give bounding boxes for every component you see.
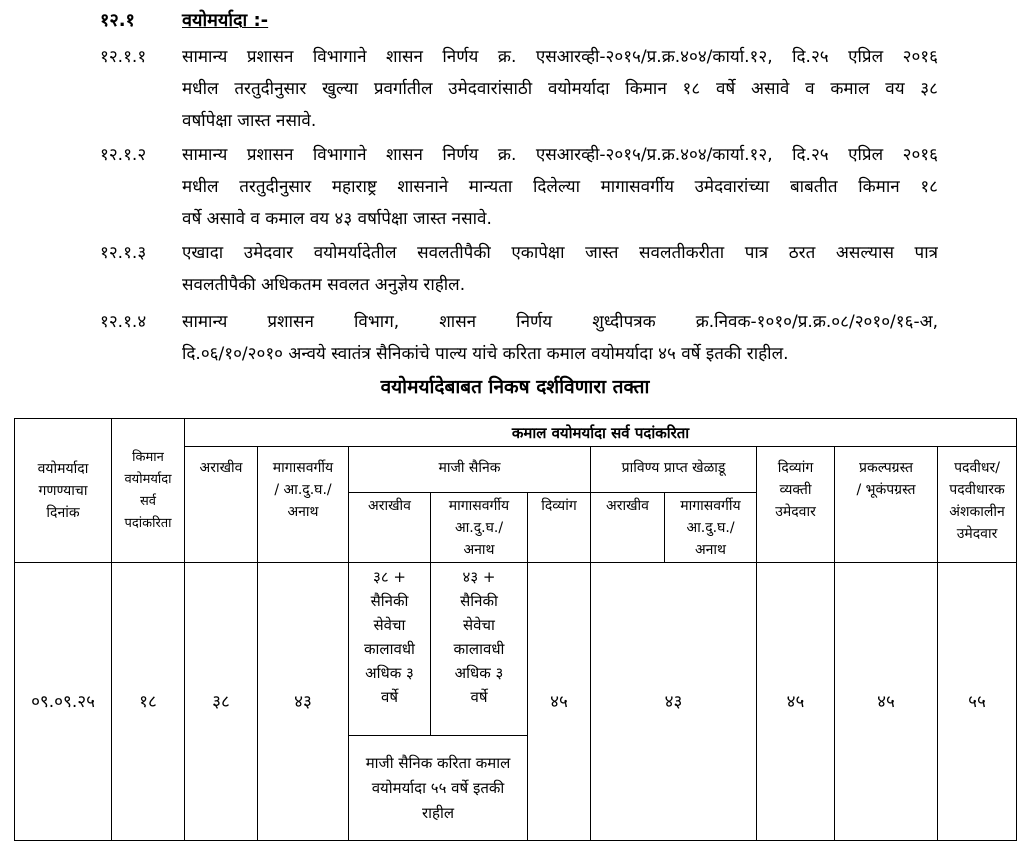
header-sports-backward: मागासवर्गीय आ.दु.घ./ अनाथ <box>665 493 757 563</box>
clause-number: १२.१.१ <box>100 47 147 67</box>
header-project-earthquake-affected: प्रकल्पग्रस्त / भूकंपग्रस्त <box>835 447 938 563</box>
cell-sports-persons: ४३ <box>591 563 757 841</box>
header-disabled-candidates: दिव्यांग व्यक्ती उमेदवार <box>757 447 835 563</box>
header-row-1 <box>15 419 1017 447</box>
section-number: १२.१ <box>100 10 135 31</box>
header-unreserved: अराखीव <box>185 447 258 563</box>
clause-line: मधील तरतुदीनुसार महाराष्ट्र शासनाने मान्यता दिलेल्या मागासवर्गीय उमेदवारांच्या बाबतीत किमान १८ <box>182 177 938 197</box>
header-ex-servicemen-backward: मागासवर्गीय आ.दु.घ./ अनाथ <box>431 493 528 563</box>
clause-line: सामान्य प्रशासन विभागाने शासन निर्णय क्र. एसआरव्ही-२०१५/प्र.क्र.४०४/कार्या.१२, दि.२५ एप्रिल २०१६ <box>182 145 938 165</box>
header-sports-persons: प्राविण्य प्राप्त खेळाडू <box>591 447 757 493</box>
clause-line: वर्षे असावे व कमाल वय ४३ वर्षापेक्षा जास्त नसावे. <box>182 209 492 229</box>
header-backward-class: मागासवर्गीय / आ.दु.घ./ अनाथ <box>258 447 349 563</box>
cell-ex-servicemen-unreserved: ३८ + सैनिकी सेवेचा कालावधी अधिक ३ वर्षे <box>349 563 431 736</box>
clause-body <box>182 41 938 137</box>
clause-body <box>182 306 938 370</box>
header-ex-servicemen-unreserved: अराखीव <box>349 493 431 563</box>
cell-backward-class: ४३ <box>258 563 349 841</box>
table-title: वयोमर्यादेबाबत निकष दर्शविणारा तक्ता <box>380 376 650 398</box>
cell-unreserved: ३८ <box>185 563 258 841</box>
cell-date: ०९.०९.२५ <box>15 563 112 841</box>
data-row <box>15 563 1017 736</box>
clause-line: सवलतीपैकी अधिकतम सवलत अनुज्ञेय राहील. <box>182 275 466 295</box>
clause-body <box>182 139 938 235</box>
clause-number: १२.१.३ <box>100 243 147 263</box>
header-ex-servicemen-disabled: दिव्यांग <box>528 493 591 563</box>
clause-line: दि.०६/१०/२०१० अन्वये स्वातंत्र सैनिकांचे पाल्य यांचे करिता कमाल वयोमर्यादा ४५ वर्षे इतकी राहील. <box>182 344 789 364</box>
clause-number: १२.१.२ <box>100 145 147 165</box>
section-heading <box>0 6 1024 36</box>
clause-line: सामान्य प्रशासन विभागाने शासन निर्णय क्र. एसआरव्ही-२०१५/प्र.क्र.४०४/कार्या.१२, दि.२५ एप्रिल २०१६ <box>182 47 938 67</box>
cell-ex-servicemen-note: माजी सैनिक करिता कमाल वयोमर्यादा ५५ वर्षे इतकी राहील <box>349 736 528 841</box>
header-age-calculation-date: वयोमर्यादा गणण्याचा दिनांक <box>15 419 112 563</box>
clause-line: एखादा उमेदवार वयोमर्यादेतील सवलतीपैकी एकापेक्षा जास्त सवलतीकरीता पात्र ठरत असल्यास पात्र <box>182 243 938 263</box>
clause-line: मधील तरतुदीनुसार खुल्या प्रवर्गातील उमेदवारांसाठी वयोमर्यादा किमान १८ वर्षे असावे व कमाल वय ३८ <box>182 79 938 99</box>
header-sports-unreserved: अराखीव <box>591 493 665 563</box>
cell-disabled-candidates: ४५ <box>757 563 835 841</box>
section-title: वयोमर्यादा :- <box>182 10 269 31</box>
cell-ex-servicemen-backward: ४३ + सैनिकी सेवेचा कालावधी अधिक ३ वर्षे <box>431 563 528 736</box>
clause-body <box>182 237 938 301</box>
header-ex-servicemen: माजी सैनिक <box>349 447 591 493</box>
header-minimum-age: किमान वयोमर्यादा सर्व पदांकरिता <box>112 419 185 563</box>
clause-line: सामान्य प्रशासन विभाग, शासन निर्णय शुध्दीपत्रक क्र.निवक-१०१०/प्र.क्र.०८/२०१०/१६-अ, <box>182 312 938 332</box>
clause-line: वर्षापेक्षा जास्त नसावे. <box>182 111 317 131</box>
header-maximum-age-group: कमाल वयोमर्यादा सर्व पदांकरिता <box>185 419 1017 447</box>
cell-minimum-age: १८ <box>112 563 185 841</box>
header-graduate-part-time: पदवीधर/ पदवीधारक अंशकालीन उमेदवार <box>938 447 1017 563</box>
cell-project-earthquake-affected: ४५ <box>835 563 938 841</box>
clause-number: १२.१.४ <box>100 312 147 332</box>
cell-graduate-part-time: ५५ <box>938 563 1017 841</box>
cell-ex-servicemen-disabled: ४५ <box>528 563 591 841</box>
age-limit-criteria-table <box>14 418 1017 841</box>
